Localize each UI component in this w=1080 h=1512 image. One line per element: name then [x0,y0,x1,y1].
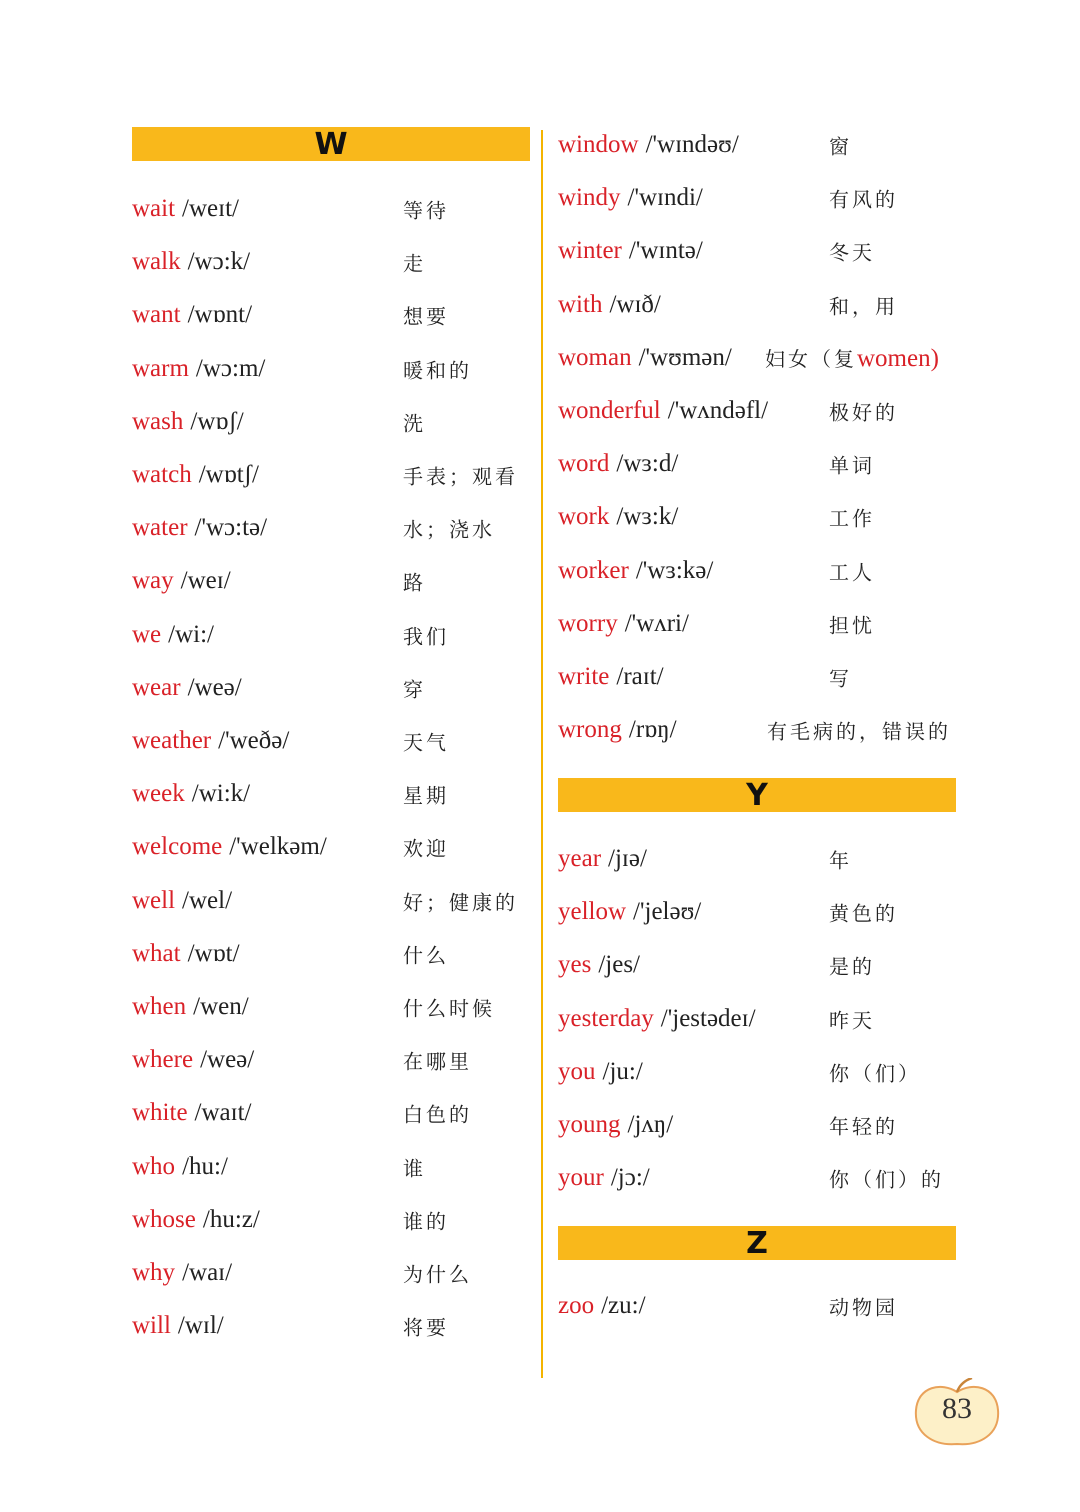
entry-plural-form: women) [857,344,939,372]
entry-meaning [403,1152,426,1181]
entry-word: warm [132,354,189,382]
entry-meaning [403,780,449,809]
entry-phonetic: /'wʌndəfl/ [667,397,769,424]
column-divider [541,130,543,1378]
entry-word: what [132,939,181,967]
vocab-entry [132,242,552,282]
entry-phonetic: /weə/ [200,1046,255,1074]
vocab-entry [558,125,978,165]
vocab-entry [558,444,978,484]
entry-meaning [829,663,852,692]
vocab-entry [558,839,978,879]
entry-meaning-text: 水；浇水 [403,517,495,542]
entry-meaning [829,237,875,266]
entry-phonetic: /wɪl/ [177,1312,224,1340]
entry-phonetic: /wɜ:d/ [616,450,679,478]
entry-meaning-text: 好；健康的 [403,890,518,915]
entry-phonetic: /wi:/ [168,620,214,648]
entry-meaning [403,727,449,756]
entry-phonetic: /'wʌri/ [624,609,689,637]
entry-word: whose [132,1205,196,1233]
vocab-entry [558,710,978,750]
entry-meaning [829,1292,898,1321]
vocab-entry [132,934,552,974]
entry-phonetic: /wel/ [182,886,233,914]
entry-phonetic: /wen/ [193,993,249,1020]
entry-phonetic: /wi:k/ [191,780,251,808]
entry-meaning [403,567,426,596]
entry-meaning [765,343,939,373]
entry-phonetic: /jɪə/ [608,845,647,872]
entry-meaning-text: 星期 [403,783,449,808]
vocab-entry [132,827,552,867]
entry-word: well [132,886,176,914]
entry-meaning-text: 将要 [403,1315,449,1340]
entry-meaning-text: 工作 [829,506,875,531]
vocab-entry [558,231,978,271]
entry-meaning-text: 在哪里 [403,1049,472,1074]
entry-word: yesterday [558,1004,654,1032]
entry-phonetic: /'wɪndi/ [627,184,703,212]
entry-phonetic: /waɪt/ [194,1099,252,1127]
entry-meaning-text: 走 [403,251,426,276]
entry-phonetic: /'weðə/ [218,727,290,754]
entry-meaning [403,407,426,436]
vocab-entry [132,987,552,1027]
entry-meaning-text: 谁的 [403,1209,449,1234]
entry-phonetic: /'wɜ:kə/ [635,556,714,584]
entry-meaning [829,450,875,479]
entry-meaning [403,354,472,383]
entry-meaning-text: 路 [403,570,426,595]
entry-meaning-text: 谁 [403,1156,426,1181]
entry-word: white [132,1099,188,1127]
entry-word: weather [132,727,212,754]
entry-meaning-text: 有毛病的，错误的 [767,719,951,744]
entry-word: who [132,1152,176,1180]
vocab-entry [132,1040,552,1080]
entry-meaning-text: 欢迎 [403,836,449,861]
entry-word: zoo [558,1292,595,1319]
entry-meaning-text: 窗 [829,134,852,159]
vocab-entry [558,285,978,325]
vocab-entry [132,1253,552,1293]
vocab-entry [132,295,552,335]
entry-phonetic: /wɒtʃ/ [198,461,259,488]
entry-word: yes [558,951,592,979]
vocab-entry [132,349,552,389]
entry-word: year [558,845,602,872]
entry-word: wear [132,673,181,701]
entry-meaning [403,1259,472,1288]
entry-word: worker [558,556,629,584]
entry-phonetic: /raɪt/ [616,663,664,690]
entry-word: walk [132,248,181,276]
page-number-badge [912,1378,1002,1448]
entry-meaning [829,397,898,426]
vocab-entry [132,1147,552,1187]
entry-word: why [132,1259,176,1286]
entry-meaning [403,1046,472,1075]
entry-phonetic: /zu:/ [601,1292,646,1319]
entry-phonetic: /jʌŋ/ [627,1111,674,1138]
entry-word: want [132,301,181,329]
vocab-entry [558,551,978,591]
vocab-entry [558,497,978,537]
entry-meaning [403,673,426,702]
entry-meaning-text: 为什么 [403,1262,472,1287]
vocab-entry [558,604,978,644]
section-header-w: W [132,127,530,161]
entry-meaning-text: 什么时候 [403,996,495,1021]
vocab-entry [558,892,978,932]
entry-meaning-text: 暖和的 [403,358,472,383]
entry-meaning-text: 单词 [829,453,875,478]
vocab-entry [558,1158,978,1198]
entry-meaning [829,845,852,874]
entry-phonetic: /'wɪntə/ [628,237,703,265]
entry-meaning [403,1099,472,1128]
entry-word: windy [558,184,621,212]
entry-phonetic: /'welkəm/ [229,833,327,861]
entry-phonetic: /jes/ [598,951,640,979]
entry-word: wait [132,195,176,222]
entry-meaning [829,1057,921,1086]
entry-word: welcome [132,833,223,861]
vocab-entry [558,945,978,985]
entry-phonetic: /wɪð/ [609,290,661,318]
vocab-entry [132,508,552,548]
entry-phonetic: /wɜ:k/ [616,503,679,531]
entry-word: winter [558,237,622,265]
entry-meaning-text: 天气 [403,730,449,755]
entry-word: when [132,993,187,1020]
entry-meaning-text: 工人 [829,560,875,585]
entry-phonetic: /ju:/ [602,1057,643,1085]
entry-word: will [132,1312,171,1340]
entry-meaning [829,131,852,160]
entry-meaning-text: 什么 [403,943,449,968]
entry-meaning-text: 穿 [403,677,426,702]
entry-word: young [558,1111,621,1138]
entry-meaning [829,184,898,213]
vocab-entry [132,721,552,761]
entry-phonetic: /wɒnt/ [187,301,253,329]
entry-meaning-text: 黄色的 [829,901,898,926]
entry-word: water [132,514,188,542]
entry-meaning [403,1205,449,1234]
entry-meaning [829,898,898,927]
entry-word: yellow [558,898,627,926]
vocab-entry [558,1105,978,1145]
entry-word: wash [132,407,184,435]
vocab-entry [132,455,552,495]
vocab-entry [132,561,552,601]
vocab-entry [132,189,552,229]
entry-word: worry [558,609,618,637]
entry-meaning [767,716,951,745]
entry-phonetic: /wɔ:k/ [187,248,251,276]
vocab-entry [558,178,978,218]
entry-phonetic: /weɪ/ [180,567,231,595]
entry-phonetic: /'jestədeɪ/ [660,1004,756,1032]
entry-meaning [403,833,449,862]
entry-meaning [829,1004,875,1033]
entry-meaning-text: 和，用 [829,294,898,319]
entry-word: watch [132,461,192,488]
entry-meaning [829,609,875,638]
entry-meaning-text: 年轻的 [829,1114,898,1139]
entry-meaning-text: 昨天 [829,1008,875,1033]
entry-phonetic: /hu:/ [182,1152,228,1180]
entry-word: wonderful [558,397,661,424]
entry-meaning [403,514,495,543]
entry-meaning [403,248,426,277]
vocab-entry [132,1093,552,1133]
entry-phonetic: /hu:z/ [202,1205,260,1233]
vocab-entry [132,774,552,814]
entry-word: window [558,131,639,158]
entry-word: wrong [558,716,622,744]
entry-word: work [558,503,610,531]
section-header-y: Y [558,778,956,812]
entry-meaning [403,461,518,490]
vocab-entry [132,668,552,708]
vocab-entry [132,881,552,921]
entry-meaning-text: 担忧 [829,613,875,638]
vocab-entry [558,1052,978,1092]
entry-phonetic: /'wʊmən/ [638,343,732,371]
entry-word: you [558,1057,596,1085]
entry-meaning [403,886,518,915]
vocab-entry [558,999,978,1039]
entry-meaning [403,620,449,649]
entry-meaning-text: 我们 [403,624,449,649]
entry-phonetic: /wɔ:m/ [195,354,266,382]
entry-meaning [829,556,875,585]
entry-word: with [558,290,603,318]
entry-meaning [829,1164,944,1193]
entry-meaning [403,195,449,224]
entry-meaning-text: 洗 [403,411,426,436]
vocab-entry [558,391,978,431]
entry-phonetic: /jɔ:/ [610,1164,650,1192]
entry-meaning-text: 你（们） [829,1061,921,1086]
entry-phonetic: /'jeləʊ/ [633,898,702,926]
entry-meaning-text: 手表；观看 [403,464,518,489]
entry-meaning-text: 白色的 [403,1102,472,1127]
entry-phonetic: /wɒt/ [187,939,240,967]
entry-meaning-text: 想要 [403,304,449,329]
entry-meaning-text: 年 [829,848,852,873]
entry-word: woman [558,343,632,371]
entry-phonetic: /'wɪndəʊ/ [645,131,739,158]
entry-meaning [403,939,449,968]
entry-meaning-text: 冬天 [829,240,875,265]
entry-meaning-text: 是的 [829,954,875,979]
entry-meaning [403,301,449,330]
vocab-entry [132,1306,552,1346]
entry-word: write [558,663,610,690]
entry-meaning [829,1111,898,1140]
entry-meaning [829,503,875,532]
vocab-entry [132,615,552,655]
entry-meaning-text: 写 [829,666,852,691]
entry-phonetic: /'wɔ:tə/ [194,514,268,542]
entry-meaning-text: 有风的 [829,187,898,212]
entry-word: way [132,567,174,595]
entry-meaning-text: 极好的 [829,400,898,425]
section-header-z: Z [558,1226,956,1260]
vocab-entry [132,402,552,442]
vocab-entry [558,1286,978,1326]
entry-meaning [403,993,495,1022]
entry-meaning-text: 妇女（复 [765,346,857,371]
vocab-entry [132,1200,552,1240]
entry-phonetic: /waɪ/ [182,1259,233,1286]
page-number: 83 [942,1392,972,1425]
vocab-entry [558,657,978,697]
entry-meaning [829,951,875,980]
entry-word: where [132,1046,194,1074]
entry-meaning-text: 动物园 [829,1295,898,1320]
entry-word: week [132,780,185,808]
entry-word: word [558,450,610,478]
entry-meaning [829,290,898,319]
entry-meaning-text: 你（们）的 [829,1167,944,1192]
entry-phonetic: /weə/ [187,673,242,701]
entry-phonetic: /wɒʃ/ [190,407,244,435]
entry-meaning [403,1312,449,1341]
entry-phonetic: /weɪt/ [182,195,239,222]
entry-meaning-text: 等待 [403,198,449,223]
entry-word: we [132,620,162,648]
entry-phonetic: /rɒŋ/ [628,716,677,744]
vocab-entry [558,338,978,378]
entry-word: your [558,1164,604,1192]
